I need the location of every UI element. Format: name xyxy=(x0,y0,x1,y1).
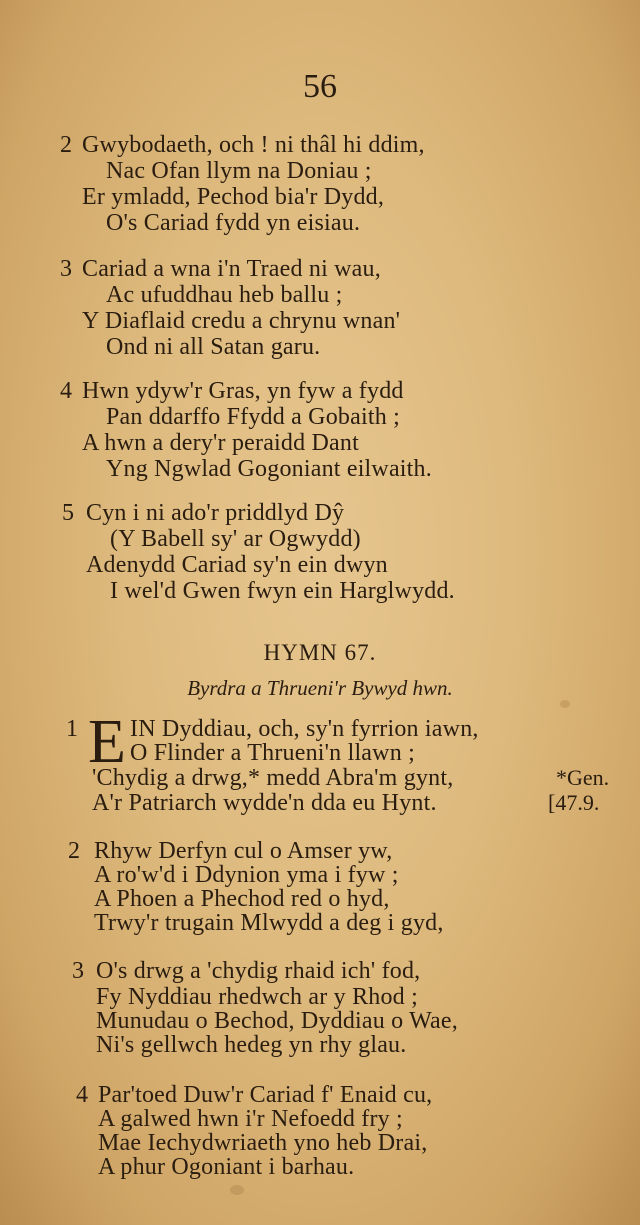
verse-line: O's drwg a 'chydig rhaid ich' fod, xyxy=(96,958,421,984)
verse-line: Ni's gellwch hedeg yn rhy glau. xyxy=(96,1032,407,1058)
verse-line: I wel'd Gwen fwyn ein Harglwydd. xyxy=(110,578,455,604)
verse-line: IN Dyddiau, och, sy'n fyrrion iawn, xyxy=(130,716,479,742)
verse-line: A phur Ogoniant i barhau. xyxy=(98,1154,355,1180)
verse-line: (Y Babell sy' ar Ogwydd) xyxy=(110,526,361,552)
verse-line: Cyn i ni ado'r priddlyd Dŷ xyxy=(86,500,345,526)
verse-line: Rhyw Derfyn cul o Amser yw, xyxy=(94,838,393,864)
verse-line: Er ymladd, Pechod bia'r Dydd, xyxy=(82,184,385,210)
ink-spot xyxy=(230,1185,244,1195)
verse-line: Yng Ngwlad Gogoniant eilwaith. xyxy=(106,456,432,482)
hymn-title: HYMN 67. xyxy=(263,640,377,665)
verse-number: 2 xyxy=(68,838,80,864)
verse-number: 3 xyxy=(72,958,84,984)
verse-line: Ond ni all Satan garu. xyxy=(106,334,321,360)
verse-line: O's Cariad fydd yn eisiau. xyxy=(106,210,361,236)
drop-cap: E xyxy=(88,708,126,776)
verse-line: A'r Patriarch wydde'n dda eu Hynt. xyxy=(92,790,437,816)
verse-number: 3 xyxy=(60,256,72,282)
verse-line: Nac Ofan llym na Doniau ; xyxy=(106,158,372,184)
verse-line: Fy Nyddiau rhedwch ar y Rhod ; xyxy=(96,984,418,1010)
margin-note: *Gen. xyxy=(556,765,610,790)
verse-number: 1 xyxy=(66,716,78,742)
verse-number: 5 xyxy=(62,500,74,526)
verse-line: A galwed hwn i'r Nefoedd fry ; xyxy=(98,1106,403,1132)
verse-line: Trwy'r trugain Mlwydd a deg i gyd, xyxy=(94,910,444,936)
verse-line: Gwybodaeth, och ! ni thâl hi ddim, xyxy=(82,132,425,158)
verse-line: Hwn ydyw'r Gras, yn fyw a fydd xyxy=(82,378,404,404)
page-number: 56 xyxy=(303,68,337,105)
verse-line: Y Diaflaid credu a chrynu wnan' xyxy=(82,308,401,334)
verse-line: Adenydd Cariad sy'n ein dwyn xyxy=(86,552,388,578)
verse-line: Ac ufuddhau heb ballu ; xyxy=(106,282,343,308)
ink-spot xyxy=(560,700,570,708)
verse-line: Pan ddarffo Ffydd a Gobaith ; xyxy=(106,404,400,430)
verse-line: A ro'w'd i Ddynion yma i fyw ; xyxy=(94,862,399,888)
verse-line: Par'toed Duw'r Cariad f' Enaid cu, xyxy=(98,1082,433,1108)
verse-line: 'Chydig a drwg,* medd Abra'm gynt, xyxy=(92,765,454,791)
margin-note: [47.9. xyxy=(548,790,600,815)
verse-number: 4 xyxy=(76,1082,88,1108)
verse-number: 4 xyxy=(60,378,72,404)
verse-line: Cariad a wna i'n Traed ni wau, xyxy=(82,256,381,282)
hymn-subtitle: Byrdra a Thrueni'r Bywyd hwn. xyxy=(187,676,453,700)
verse-number: 2 xyxy=(60,132,72,158)
verse-line: A hwn a dery'r peraidd Dant xyxy=(82,430,359,456)
verse-line: Mae Iechydwriaeth yno heb Drai, xyxy=(98,1130,428,1156)
verse-line: O Flinder a Thrueni'n llawn ; xyxy=(130,740,415,766)
verse-line: A Phoen a Phechod red o hyd, xyxy=(94,886,390,912)
verse-line: Munudau o Bechod, Dyddiau o Wae, xyxy=(96,1008,458,1034)
